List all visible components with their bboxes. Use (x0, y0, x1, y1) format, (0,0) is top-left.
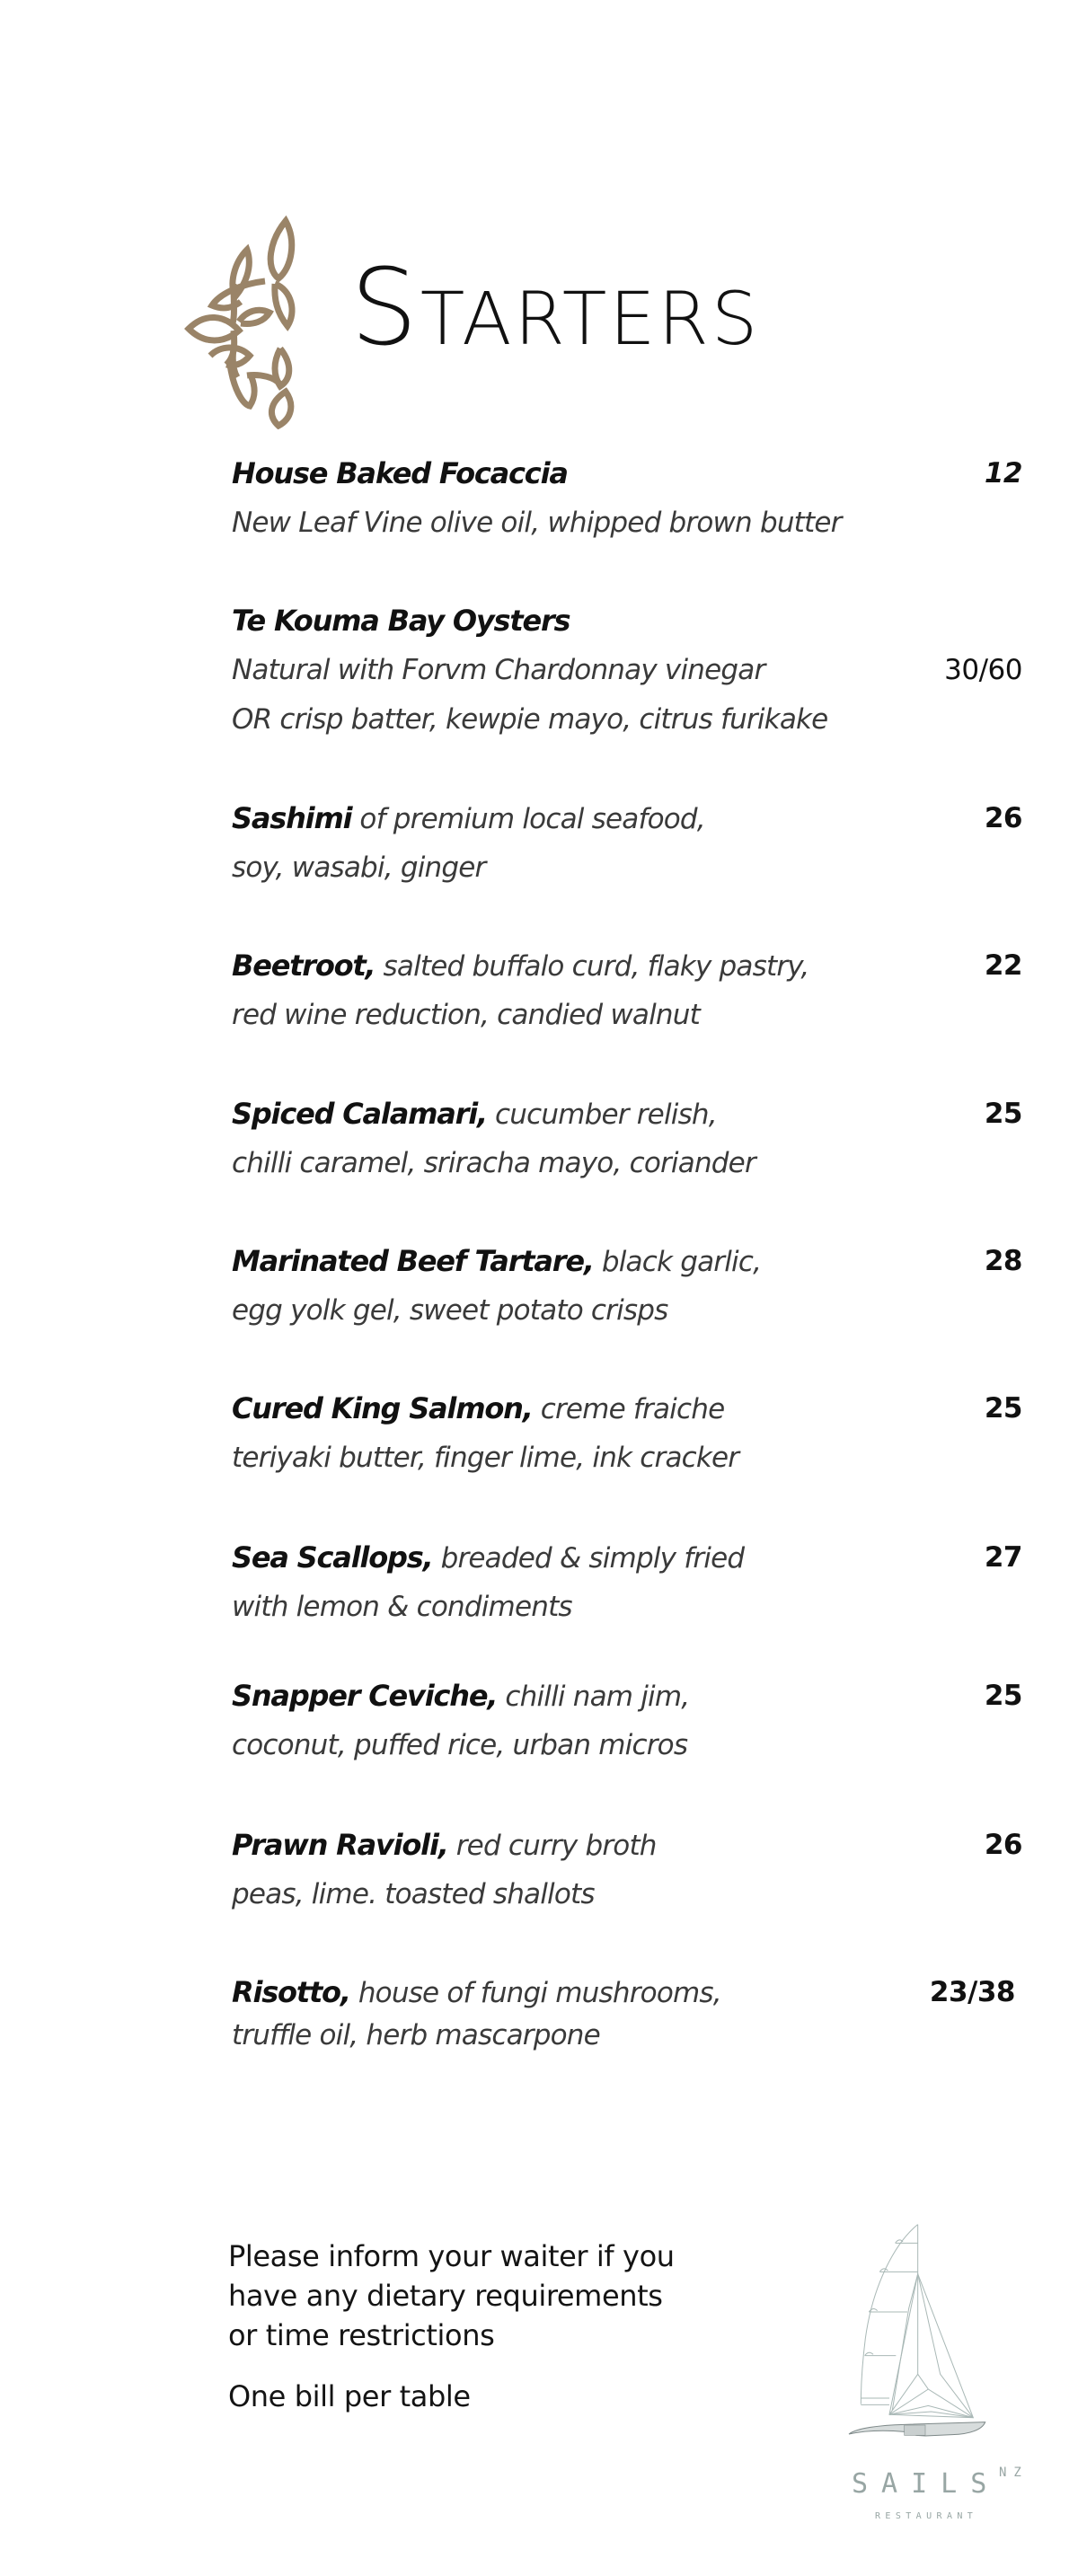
item-name: House Baked Focaccia (232, 456, 568, 490)
item-name: Sashimi (232, 801, 352, 835)
item-price: 27 (984, 1541, 1022, 1574)
item-inline-description: breaded & simply fried (432, 1542, 745, 1575)
celtic-knot-icon (180, 214, 314, 429)
notice-line: have any dietary requirements (228, 2279, 663, 2313)
item-name: Snapper Ceviche, (232, 1679, 498, 1713)
menu-item (232, 1672, 1022, 1770)
item-description: teriyaki butter, finger lime, ink cracker (232, 1442, 739, 1474)
item-price: 22 (984, 949, 1022, 982)
item-inline-description: of premium local seafood, (351, 803, 705, 835)
item-name: Beetroot, (232, 948, 376, 983)
item-price: 25 (984, 1098, 1022, 1130)
item-price: 12 (984, 457, 1022, 490)
title-rest: tarters (420, 248, 761, 369)
item-description: peas, lime. toasted shallots (232, 1878, 595, 1910)
item-description: Natural with Forvm Chardonnay vinegar (232, 654, 765, 686)
item-inline-description: black garlic, (593, 1246, 762, 1278)
menu-item (232, 1968, 1022, 2060)
item-price: 26 (984, 802, 1022, 834)
item-description: New Leaf Vine olive oil, whipped brown butter (232, 507, 842, 539)
item-description: OR crisp batter, kewpie mayo, citrus furikake (232, 703, 828, 736)
item-description: soy, wasabi, ginger (232, 851, 486, 884)
menu-item (232, 1533, 1022, 1632)
menu-item (232, 596, 1022, 745)
item-inline-description: red curry broth (447, 1830, 657, 1862)
menu-item (232, 1821, 1022, 1919)
page-title (350, 245, 761, 369)
item-price: 23/38 (929, 1976, 1015, 2008)
item-name: Risotto, (232, 1975, 350, 2009)
item-name: Prawn Ravioli, (232, 1828, 448, 1862)
item-price: 26 (984, 1829, 1022, 1861)
item-description: coconut, puffed rice, urban micros (232, 1729, 688, 1761)
bill-note: One bill per table (228, 2379, 471, 2413)
brand-tagline: RESTAURANT (875, 2511, 978, 2521)
menu-item (232, 449, 1022, 548)
item-name: Cured King Salmon, (232, 1391, 533, 1425)
item-inline-description: cucumber relish, (486, 1098, 717, 1131)
item-price: 30/60 (944, 654, 1022, 686)
title-initial: S (350, 245, 420, 369)
menu-item (232, 1090, 1022, 1188)
item-name: Sea Scallops, (232, 1540, 433, 1575)
menu-item (232, 1384, 1022, 1483)
brand-superscript: NZ (999, 2466, 1029, 2480)
item-inline-description: chilli nam jim, (497, 1681, 690, 1713)
dietary-notice (228, 2236, 731, 2423)
item-price: 28 (984, 1245, 1022, 1277)
sailboat-knife-icon (844, 2219, 997, 2452)
item-inline-description: creme fraiche (532, 1393, 725, 1425)
item-description: with lemon & condiments (232, 1591, 572, 1623)
item-price: 25 (984, 1392, 1022, 1425)
item-inline-description: salted buffalo curd, flaky pastry, (375, 950, 809, 983)
item-description: chilli caramel, sriracha mayo, coriander (232, 1147, 755, 1179)
item-description: truffle oil, herb mascarpone (232, 2019, 600, 2051)
notice-line: or time restrictions (228, 2318, 495, 2352)
item-name: Te Kouma Bay Oysters (232, 604, 570, 638)
item-price: 25 (984, 1680, 1022, 1712)
item-name: Spiced Calamari, (232, 1097, 487, 1131)
item-description: red wine reduction, candied walnut (232, 999, 700, 1031)
item-name: Marinated Beef Tartare, (232, 1244, 594, 1278)
brand-name: SAILS (852, 2468, 1001, 2500)
notice-line: Please inform your waiter if you (228, 2239, 675, 2273)
menu-item (232, 941, 1022, 1040)
menu-item (232, 1237, 1022, 1336)
item-inline-description: house of fungi mushrooms, (349, 1977, 721, 2009)
item-description: egg yolk gel, sweet potato crisps (232, 1294, 668, 1327)
menu-item (232, 794, 1022, 893)
